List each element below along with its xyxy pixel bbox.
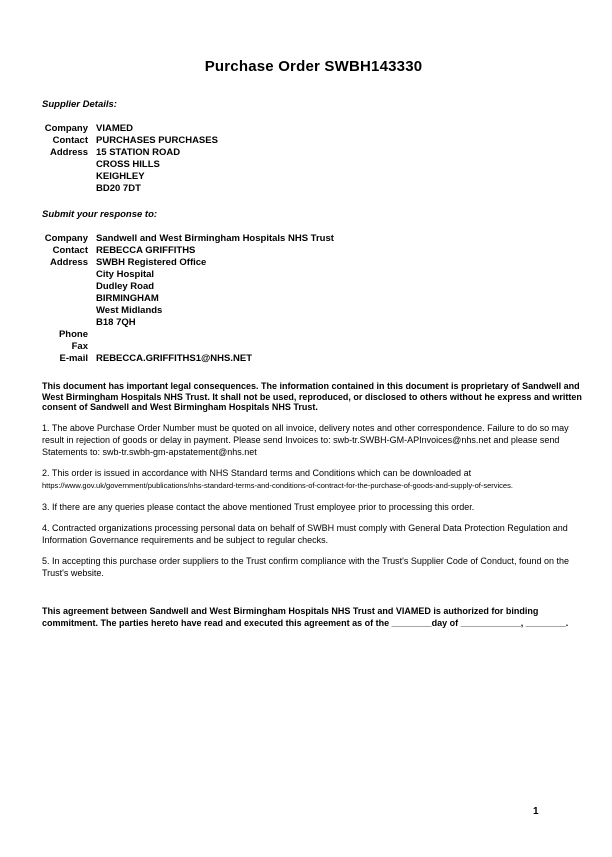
term-paragraph xyxy=(42,467,585,492)
detail-value: Sandwell and West Birmingham Hospitals NHS Trust xyxy=(96,233,334,244)
page-number: 1 xyxy=(533,806,539,817)
detail-label: Address xyxy=(49,147,88,158)
supplier-details-table xyxy=(42,123,585,195)
detail-row xyxy=(42,353,585,365)
detail-row xyxy=(42,257,585,269)
detail-row xyxy=(42,329,585,341)
detail-value: BD20 7DT xyxy=(96,183,141,194)
term-text: 3. If there are any queries please contact the above mentioned Trust employee prior to processing this order. xyxy=(42,501,475,512)
detail-value: VIAMED xyxy=(96,123,133,134)
detail-value: CROSS HILLS xyxy=(96,159,160,170)
detail-label xyxy=(42,281,88,293)
detail-label xyxy=(42,159,88,171)
term-text: 2. This order is issued in accordance with NHS Standard terms and Conditions which can be downloaded at xyxy=(42,467,472,478)
term-url-text: https://www.gov.uk/government/publications/nhs-standard-terms-and-conditions-of-contract-for-the-purchase-of-goods-and-supply-of-services. xyxy=(42,480,513,490)
detail-row xyxy=(42,245,585,257)
agreement-paragraph: This agreement between Sandwell and West Birmingham Hospitals NHS Trust and VIAMED is authorized for binding commitment. The parties hereto have read and executed this agreement as of the ________day of ____________, ________. xyxy=(42,605,569,628)
submit-response-table xyxy=(42,233,585,365)
detail-row xyxy=(42,341,585,353)
detail-row xyxy=(42,123,585,135)
term-paragraph xyxy=(42,501,585,513)
detail-label: Company xyxy=(44,233,88,244)
detail-label: E-mail xyxy=(59,353,88,364)
submit-response-heading: Submit your response to: xyxy=(42,209,158,220)
detail-label: Contact xyxy=(52,135,88,146)
detail-label xyxy=(42,305,88,317)
term-paragraph xyxy=(42,522,585,546)
terms-list xyxy=(42,422,585,579)
term-text: 1. The above Purchase Order Number must be quoted on all invoice, delivery notes and other correspondence. Failure to do so may result in rejection of goods or delay in payment. Please send Invoices to: swb-tr.SWBH-GM-APInvoices@nhs.net and please send Statements to: swb-tr.swbh-gm-apstatement@nhs.net xyxy=(42,422,569,457)
supplier-details-heading: Supplier Details: xyxy=(42,99,117,110)
term-paragraph xyxy=(42,422,585,458)
detail-value: KEIGHLEY xyxy=(96,171,145,182)
detail-row xyxy=(42,233,585,245)
detail-value: B18 7QH xyxy=(96,317,136,328)
detail-row xyxy=(42,293,585,305)
detail-row xyxy=(42,159,585,171)
legal-notice-paragraph: This document has important legal consequences. The information contained in this document is proprietary of Sandwell and West Birmingham Hospitals NHS Trust. It shall not be used, reproduced, or disclosed to others without he express and written consent of Sandwell and West Birmingham Hospitals NHS Trust. xyxy=(42,381,582,412)
detail-row xyxy=(42,281,585,293)
detail-label: Address xyxy=(49,257,88,268)
detail-label: Fax xyxy=(71,341,88,352)
detail-label xyxy=(42,171,88,183)
detail-value: City Hospital xyxy=(96,269,155,280)
detail-row xyxy=(42,305,585,317)
detail-row xyxy=(42,183,585,195)
detail-label: Phone xyxy=(58,329,88,340)
detail-value: West Midlands xyxy=(96,305,163,316)
detail-value: SWBH Registered Office xyxy=(96,257,207,268)
detail-value: 15 STATION ROAD xyxy=(96,147,181,158)
detail-row xyxy=(42,147,585,159)
page-title: Purchase Order SWBH143330 xyxy=(204,58,423,75)
detail-label xyxy=(42,269,88,281)
term-paragraph xyxy=(42,555,585,579)
detail-label xyxy=(42,317,88,329)
term-text: 4. Contracted organizations processing personal data on behalf of SWBH must comply with General Data Protection Regulation and Information Governance requirements and be subject to regular checks. xyxy=(42,522,568,545)
detail-value: BIRMINGHAM xyxy=(96,293,159,304)
detail-row xyxy=(42,171,585,183)
detail-label xyxy=(42,293,88,305)
detail-label: Company xyxy=(44,123,88,134)
detail-value: REBECCA.GRIFFITHS1@NHS.NET xyxy=(96,353,252,364)
detail-value: Dudley Road xyxy=(96,281,155,292)
detail-value: PURCHASES PURCHASES xyxy=(96,135,218,146)
detail-value: REBECCA GRIFFITHS xyxy=(96,245,196,256)
term-text: 5. In accepting this purchase order suppliers to the Trust confirm compliance with the Trust's Supplier Code of Conduct, found on the Trust's website. xyxy=(42,555,570,578)
detail-label xyxy=(42,183,88,195)
detail-row xyxy=(42,135,585,147)
detail-row xyxy=(42,269,585,281)
detail-label: Contact xyxy=(52,245,88,256)
detail-row xyxy=(42,317,585,329)
